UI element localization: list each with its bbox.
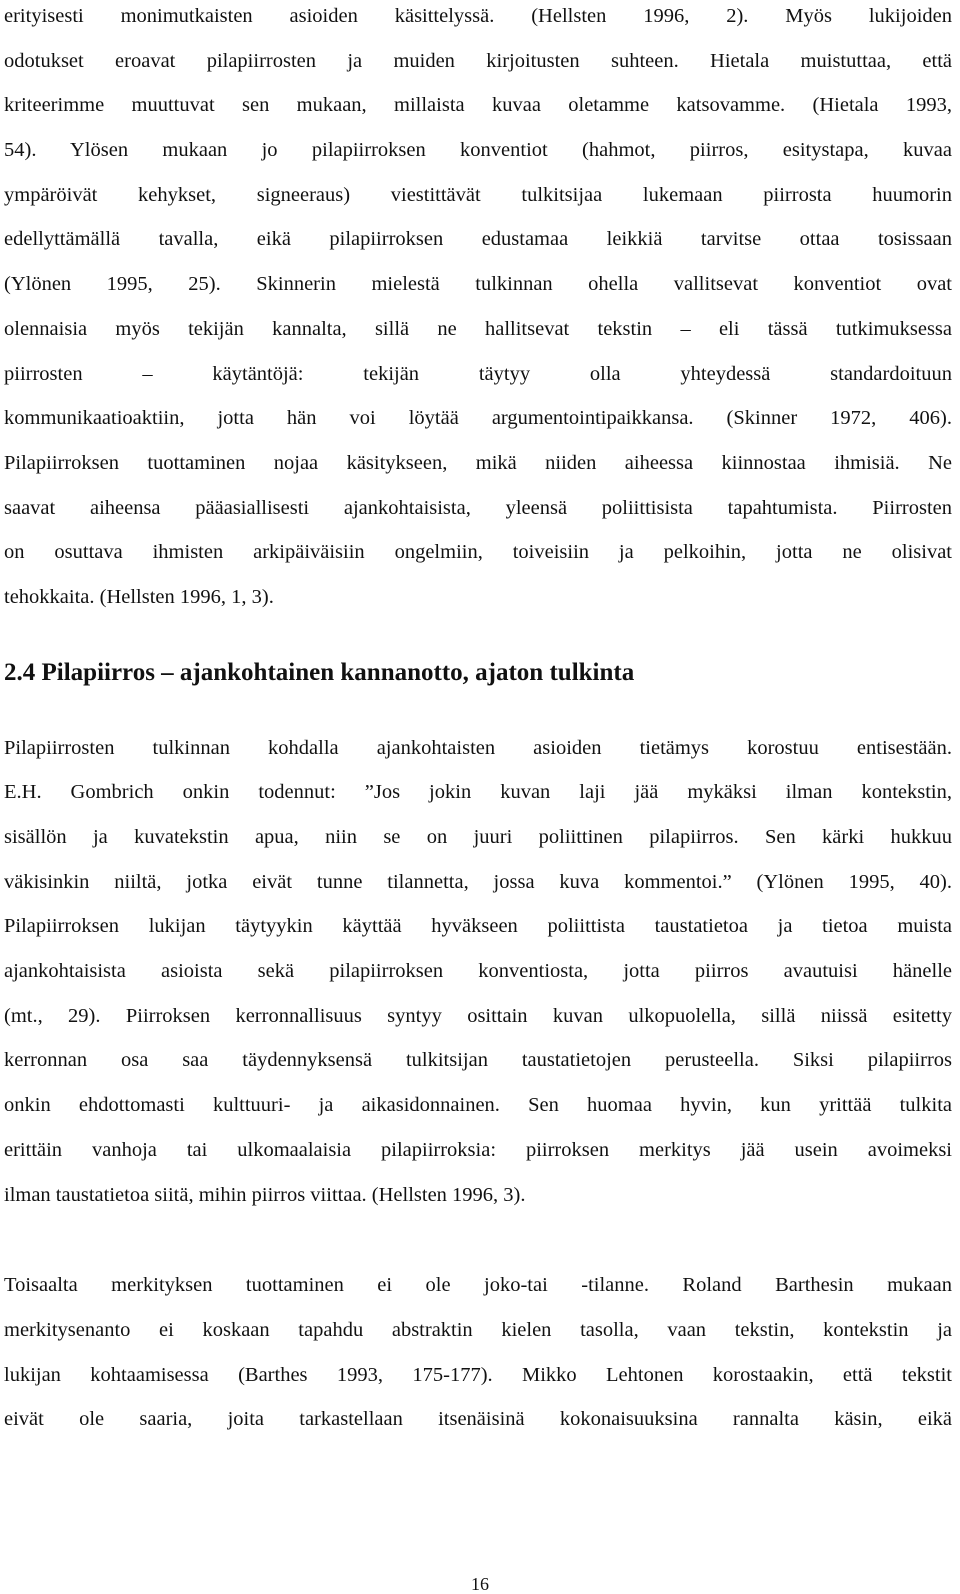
text-line: väkisinkin niiltä, jotka eivät tunne tilannetta, jossa kuva kommentoi.” (Ylönen 1995, 40).	[4, 870, 952, 893]
text-line: saavat aiheensa pääasiallisesti ajankohtaisista, yleensä poliittisista tapahtumista. Piirrosten	[4, 496, 952, 519]
text-line: Pilapiirrosten tulkinnan kohdalla ajankohtaisten asioiden tietämys korostuu entisestään.	[4, 736, 952, 759]
text-line: odotukset eroavat pilapiirrosten ja muiden kirjoitusten suhteen. Hietala muistuttaa, että	[4, 49, 952, 72]
text-line: sisällön ja kuvatekstin apua, niin se on juuri poliittinen pilapiirros. Sen kärki hukkuu	[4, 826, 952, 848]
text-line: ympäröivät kehykset, signeeraus) viestittävät tulkitsijaa lukemaan piirrosta huumorin	[4, 183, 952, 206]
text-line: onkin ehdottomasti kulttuuri- ja aikasidonnainen. Sen huomaa hyvin, kun yrittää tulkita	[4, 1094, 952, 1117]
text-line: 54). Ylösen mukaan jo pilapiirroksen konventiot (hahmot, piirros, esitystapa, kuvaa	[4, 139, 952, 162]
paragraph	[4, 1263, 952, 1442]
paragraph-continuation	[4, 0, 952, 620]
document-page	[4, 0, 952, 1442]
text-line: E.H. Gombrich onkin todennut: ”Jos jokin kuvan laji jää mykäksi ilman kontekstin,	[4, 781, 952, 804]
text-line: kerronnan osa saa täydennyksensä tulkitsijan taustatietojen perusteella. Siksi pilapiirros	[4, 1049, 952, 1072]
text-line: (Ylönen 1995, 25). Skinnerin mielestä tulkinnan ohella vallitsevat konventiot ovat	[4, 273, 952, 296]
text-line: kommunikaatioaktiin, jotta hän voi löytää argumentointipaikkansa. (Skinner 1972, 406).	[4, 407, 952, 430]
text-line: Toisaalta merkityksen tuottaminen ei ole joko-tai -tilanne. Roland Barthesin mukaan	[4, 1274, 952, 1297]
text-line: on osuttava ihmisten arkipäiväisiin ongelmiin, toiveisiin ja pelkoihin, jotta ne olisivat	[4, 541, 952, 564]
text-line: Pilapiirroksen tuottaminen nojaa käsitykseen, mikä niiden aiheessa kiinnostaa ihmisiä. Ne	[4, 451, 952, 474]
text-line: piirrosten – käytäntöjä: tekijän täytyy olla yhteydessä standardoituun	[4, 362, 952, 385]
text-line: erittäin vanhoja tai ulkomaalaisia pilapiirroksia: piirroksen merkitys jää usein avoimeksi	[4, 1138, 952, 1161]
text-line: erityisesti monimutkaisten asioiden käsittelyssä. (Hellsten 1996, 2). Myös lukijoiden	[4, 5, 952, 27]
text-line: Pilapiirroksen lukijan täytyykin käyttää hyväkseen poliittista taustatietoa ja tietoa muista	[4, 915, 952, 938]
page-number: 16	[471, 1574, 489, 1594]
text-line: merkitysenanto ei koskaan tapahdu abstraktin kielen tasolla, vaan tekstin, kontekstin ja	[4, 1318, 952, 1341]
section-heading: 2.4 Pilapiirros – ajankohtainen kannanotto, ajaton tulkinta	[4, 658, 635, 686]
text-line: lukijan kohtaamisessa (Barthes 1993, 175-177). Mikko Lehtonen korostaakin, että tekstit	[4, 1363, 952, 1386]
text-line: kriteerimme muuttuvat sen mukaan, millaista kuvaa oletamme katsovamme. (Hietala 1993,	[4, 94, 952, 117]
text-line: ajankohtaisista asioista sekä pilapiirroksen konventiosta, jotta piirros avautuisi hänelle	[4, 960, 952, 983]
text-line: ilman taustatietoa siitä, mihin piirros viittaa. (Hellsten 1996, 3).	[4, 1183, 526, 1206]
paragraph	[4, 726, 952, 1218]
text-line: olennaisia myös tekijän kannalta, sillä ne hallitsevat tekstin – eli tässä tutkimuksessa	[4, 317, 952, 340]
text-line: eivät ole saaria, joita tarkastellaan itsenäisinä kokonaisuuksina rannalta käsin, eikä	[4, 1408, 952, 1431]
text-line: (mt., 29). Piirroksen kerronnallisuus syntyy osittain kuvan ulkopuolella, sillä niissä esitetty	[4, 1004, 952, 1027]
text-line: edellyttämällä tavalla, eikä pilapiirroksen edustamaa leikkiä tarvitse ottaa tosissaan	[4, 228, 952, 251]
text-line: tehokkaita. (Hellsten 1996, 1, 3).	[4, 585, 274, 608]
